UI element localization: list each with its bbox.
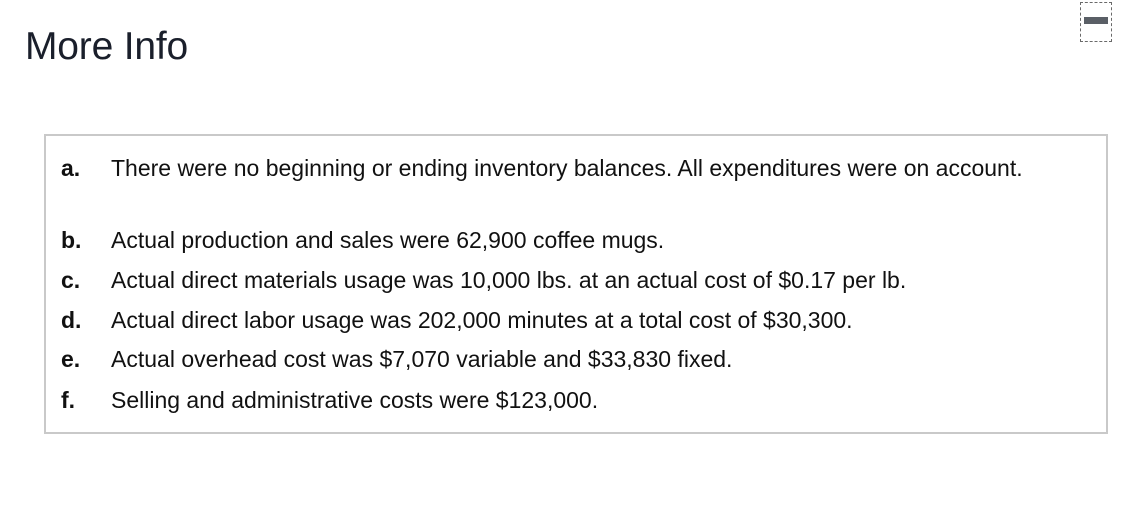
item-text: Actual overhead cost was $7,070 variable and $33,830 fixed. bbox=[111, 346, 733, 372]
minimize-icon bbox=[1084, 17, 1108, 24]
item-letter: e. bbox=[61, 346, 81, 372]
page-title: More Info bbox=[25, 25, 188, 68]
item-text: There were no beginning or ending inventory balances. All expenditures were on account. bbox=[111, 155, 1023, 181]
item-letter: b. bbox=[61, 227, 82, 253]
item-letter: a. bbox=[61, 155, 81, 181]
item-text: Selling and administrative costs were $123,000. bbox=[111, 387, 599, 413]
item-letter: d. bbox=[61, 307, 82, 333]
item-letter: c. bbox=[61, 267, 81, 293]
item-letter: f. bbox=[61, 387, 76, 413]
info-box bbox=[44, 134, 1108, 434]
minimize-button[interactable] bbox=[1080, 2, 1112, 42]
item-text: Actual direct labor usage was 202,000 minutes at a total cost of $30,300. bbox=[111, 307, 853, 333]
item-text: Actual production and sales were 62,900 coffee mugs. bbox=[111, 227, 665, 253]
item-text: Actual direct materials usage was 10,000 lbs. at an actual cost of $0.17 per lb. bbox=[111, 267, 907, 293]
